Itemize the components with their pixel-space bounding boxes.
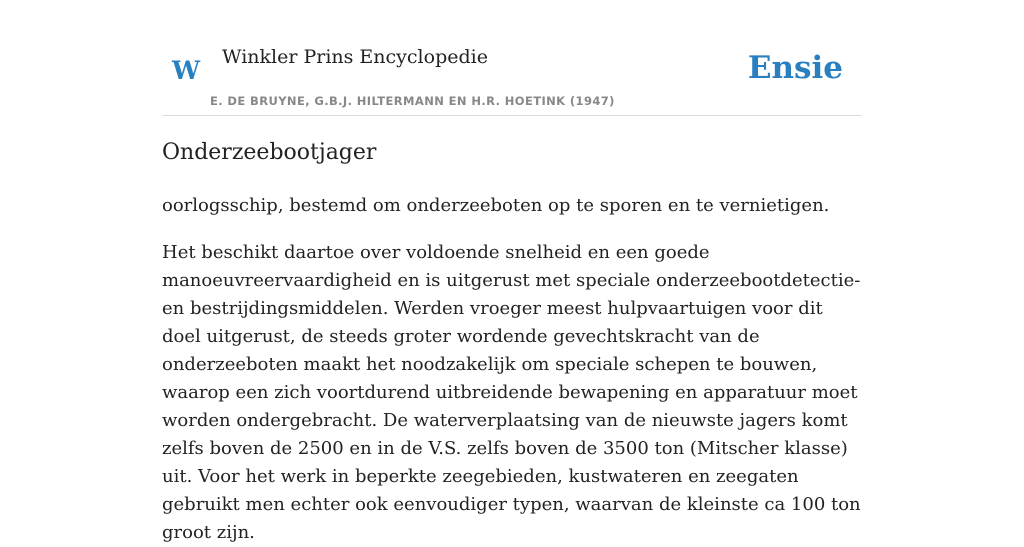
entry-paragraph-body: Het beschikt daartoe over voldoende snelheid en een goede manoeuvreervaardigheid en is uitgerust met speciale onderzeebootdetectie- en bestrijdingsmiddelen. Werden vroeger meest hulpvaartuigen voor dit doel uitgerust, de steeds groter wordende gevechtskracht van de onderzeeboten maakt het noodzakelijk om speciale schepen te bouwen, waarop een zich voortdurend uitbreidende bewapening en apparatuur moet worden ondergebracht. De waterverplaatsing van de nieuwste jagers komt zelfs boven de 2500 en in de V.S. zelfs boven de 3500 ton (Mitscher klasse) uit. Voor het werk in beperkte zeegebieden, kustwateren en zeegaten gebruikt men echter ook eenvoudiger typen, waarvan de kleinste ca 100 ton groot zijn. <box>162 242 861 543</box>
winkler-prins-logo[interactable]: W <box>172 56 201 85</box>
source-authors: E. DE BRUYNE, G.B.J. HILTERMANN EN H.R. HOETINK (1947) <box>210 94 615 108</box>
entry-title: Onderzeebootjager <box>162 140 377 165</box>
source-book-title[interactable]: Winkler Prins Encyclopedie <box>222 46 488 68</box>
site-header <box>162 40 862 116</box>
ensie-brand-logo[interactable]: Ensie <box>747 50 843 86</box>
entry-paragraph-definition: oorlogsschip, bestemd om onderzeeboten op te sporen en te vernietigen. <box>162 195 830 216</box>
